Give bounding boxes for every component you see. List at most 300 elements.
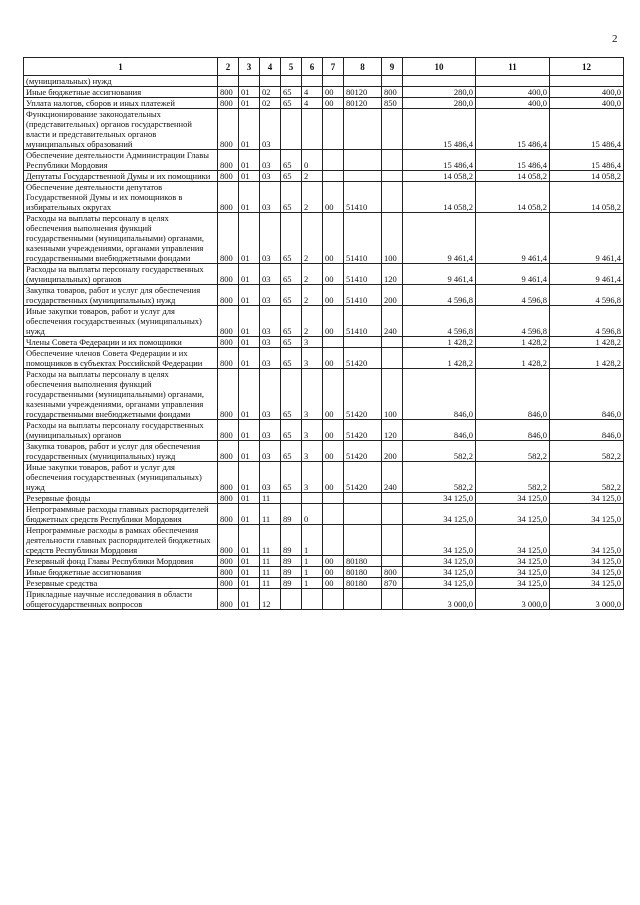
row-code-7	[323, 504, 344, 525]
row-code-5: 89	[281, 525, 302, 556]
row-code-7: 00	[323, 213, 344, 264]
row-code-5: 65	[281, 420, 302, 441]
row-amount-12: 1 428,2	[550, 337, 624, 348]
table-row	[24, 213, 624, 264]
row-code-6: 3	[302, 337, 323, 348]
table-row	[24, 462, 624, 493]
table-row	[24, 578, 624, 589]
row-amount-12: 14 058,2	[550, 182, 624, 213]
row-code-9	[382, 504, 403, 525]
row-name: Функционирование законодательных (представительных) органов государственной власти и представительных органов муниципальных образований	[24, 109, 218, 150]
row-code-5: 65	[281, 441, 302, 462]
row-code-2: 800	[218, 87, 239, 98]
row-code-6	[302, 109, 323, 150]
row-code-3: 01	[239, 87, 260, 98]
row-name: Иные закупки товаров, работ и услуг для обеспечения государственных (муниципальных) нужд	[24, 462, 218, 493]
row-name: Иные бюджетные ассигнования	[24, 87, 218, 98]
table-row	[24, 87, 624, 98]
row-amount-11: 4 596,8	[476, 306, 550, 337]
row-amount-12: 400,0	[550, 87, 624, 98]
row-code-9	[382, 556, 403, 567]
row-code-9: 120	[382, 420, 403, 441]
row-amount-12: 1 428,2	[550, 348, 624, 369]
row-code-3: 01	[239, 348, 260, 369]
row-code-7: 00	[323, 87, 344, 98]
row-code-2: 800	[218, 504, 239, 525]
row-code-8	[344, 504, 382, 525]
row-amount-12: 9 461,4	[550, 264, 624, 285]
row-code-8	[344, 589, 382, 610]
row-code-9: 100	[382, 213, 403, 264]
row-code-8: 51420	[344, 348, 382, 369]
row-code-4: 11	[260, 504, 281, 525]
row-name: Непрограммные расходы главных распорядителей бюджетных средств Республики Мордовия	[24, 504, 218, 525]
row-code-8: 80120	[344, 87, 382, 98]
table-row	[24, 306, 624, 337]
row-code-7: 00	[323, 567, 344, 578]
row-amount-11: 34 125,0	[476, 525, 550, 556]
row-code-5: 65	[281, 462, 302, 493]
row-code-6: 3	[302, 462, 323, 493]
row-name: Уплата налогов, сборов и иных платежей	[24, 98, 218, 109]
row-amount-11: 846,0	[476, 369, 550, 420]
row-code-7: 00	[323, 98, 344, 109]
row-amount-10: 582,2	[403, 441, 476, 462]
row-code-5: 65	[281, 150, 302, 171]
row-code-2: 800	[218, 578, 239, 589]
row-code-9	[382, 348, 403, 369]
row-amount-11: 34 125,0	[476, 504, 550, 525]
row-code-2: 800	[218, 213, 239, 264]
row-code-4: 03	[260, 109, 281, 150]
row-name: Расходы на выплаты персоналу государственных (муниципальных) органов	[24, 264, 218, 285]
row-code-4: 11	[260, 525, 281, 556]
row-code-4: 03	[260, 213, 281, 264]
row-amount-11: 9 461,4	[476, 264, 550, 285]
row-amount-12: 846,0	[550, 420, 624, 441]
row-code-3	[239, 76, 260, 87]
row-code-2: 800	[218, 493, 239, 504]
row-code-8	[344, 76, 382, 87]
row-code-4: 11	[260, 567, 281, 578]
row-code-3: 01	[239, 420, 260, 441]
row-amount-10: 14 058,2	[403, 171, 476, 182]
row-code-3: 01	[239, 441, 260, 462]
table-row	[24, 589, 624, 610]
row-amount-12: 3 000,0	[550, 589, 624, 610]
row-code-3: 01	[239, 369, 260, 420]
row-amount-10: 34 125,0	[403, 493, 476, 504]
row-amount-10	[403, 76, 476, 87]
row-name: Депутаты Государственной Думы и их помощники	[24, 171, 218, 182]
row-amount-12: 34 125,0	[550, 504, 624, 525]
row-code-9	[382, 525, 403, 556]
row-code-4: 03	[260, 462, 281, 493]
row-amount-11: 582,2	[476, 462, 550, 493]
row-code-3: 01	[239, 337, 260, 348]
row-code-3: 01	[239, 171, 260, 182]
column-header: 3	[239, 58, 260, 76]
table-row	[24, 76, 624, 87]
row-code-6: 0	[302, 150, 323, 171]
row-amount-12: 34 125,0	[550, 493, 624, 504]
row-code-6: 2	[302, 264, 323, 285]
row-code-3: 01	[239, 264, 260, 285]
row-code-3: 01	[239, 567, 260, 578]
row-code-7	[323, 150, 344, 171]
row-name: Прикладные научные исследования в области общегосударственных вопросов	[24, 589, 218, 610]
table-row	[24, 109, 624, 150]
row-code-3: 01	[239, 150, 260, 171]
row-code-4: 03	[260, 369, 281, 420]
row-amount-11: 34 125,0	[476, 556, 550, 567]
table-row	[24, 369, 624, 420]
column-header: 2	[218, 58, 239, 76]
row-amount-11: 400,0	[476, 98, 550, 109]
row-code-8: 80180	[344, 567, 382, 578]
row-code-8	[344, 150, 382, 171]
row-code-5: 65	[281, 369, 302, 420]
row-code-2	[218, 76, 239, 87]
row-code-9: 850	[382, 98, 403, 109]
row-code-9: 120	[382, 264, 403, 285]
row-code-4: 02	[260, 87, 281, 98]
column-header: 1	[24, 58, 218, 76]
row-amount-11	[476, 76, 550, 87]
row-code-5: 65	[281, 171, 302, 182]
row-code-4: 03	[260, 264, 281, 285]
row-code-6: 3	[302, 348, 323, 369]
row-code-3: 01	[239, 182, 260, 213]
row-amount-10: 34 125,0	[403, 578, 476, 589]
row-code-7	[323, 337, 344, 348]
row-code-2: 800	[218, 525, 239, 556]
row-code-9	[382, 150, 403, 171]
row-amount-10: 582,2	[403, 462, 476, 493]
row-code-8: 51410	[344, 306, 382, 337]
row-code-3: 01	[239, 556, 260, 567]
row-code-7: 00	[323, 420, 344, 441]
table-row	[24, 504, 624, 525]
row-code-8	[344, 525, 382, 556]
table-row	[24, 348, 624, 369]
row-code-2: 800	[218, 182, 239, 213]
row-code-2: 800	[218, 462, 239, 493]
table-row	[24, 171, 624, 182]
row-amount-11: 4 596,8	[476, 285, 550, 306]
row-code-6: 2	[302, 285, 323, 306]
row-code-5: 65	[281, 213, 302, 264]
row-amount-11: 582,2	[476, 441, 550, 462]
column-header: 9	[382, 58, 403, 76]
row-code-8: 51410	[344, 264, 382, 285]
row-code-2: 800	[218, 150, 239, 171]
row-code-7: 00	[323, 369, 344, 420]
row-amount-10: 846,0	[403, 420, 476, 441]
table-row	[24, 441, 624, 462]
row-amount-12: 34 125,0	[550, 567, 624, 578]
row-amount-11: 34 125,0	[476, 578, 550, 589]
row-code-4: 02	[260, 98, 281, 109]
row-code-4: 03	[260, 337, 281, 348]
row-code-9	[382, 493, 403, 504]
row-name: Закупка товаров, работ и услуг для обеспечения государственных (муниципальных) нужд	[24, 285, 218, 306]
row-code-6: 3	[302, 420, 323, 441]
row-amount-10: 4 596,8	[403, 285, 476, 306]
row-amount-10: 3 000,0	[403, 589, 476, 610]
column-header: 8	[344, 58, 382, 76]
row-code-4: 03	[260, 182, 281, 213]
row-code-5	[281, 589, 302, 610]
row-code-6: 2	[302, 182, 323, 213]
row-amount-12: 15 486,4	[550, 150, 624, 171]
row-amount-11: 400,0	[476, 87, 550, 98]
row-code-9: 240	[382, 306, 403, 337]
row-code-3: 01	[239, 98, 260, 109]
row-code-6	[302, 493, 323, 504]
row-name: Расходы на выплаты персоналу в целях обеспечения выполнения функций государственными (муниципальными) органами, казенными учреждениями, органами управления государственными внебюджетными фондами	[24, 369, 218, 420]
row-code-9	[382, 589, 403, 610]
row-code-5: 65	[281, 98, 302, 109]
table-row	[24, 182, 624, 213]
row-code-3: 01	[239, 213, 260, 264]
page-number: 2	[612, 33, 618, 45]
row-name: Обеспечение деятельности депутатов Государственной Думы и их помощников в избирательных округах	[24, 182, 218, 213]
row-amount-12: 14 058,2	[550, 171, 624, 182]
row-amount-10: 9 461,4	[403, 264, 476, 285]
row-code-6: 2	[302, 213, 323, 264]
row-code-3: 01	[239, 578, 260, 589]
row-code-4: 11	[260, 578, 281, 589]
row-code-4	[260, 76, 281, 87]
row-name: Резервные средства	[24, 578, 218, 589]
row-code-5: 65	[281, 182, 302, 213]
row-code-6: 3	[302, 441, 323, 462]
row-amount-11: 15 486,4	[476, 150, 550, 171]
row-code-9: 100	[382, 369, 403, 420]
table-row	[24, 556, 624, 567]
row-code-7: 00	[323, 306, 344, 337]
row-name: (муниципальных) нужд	[24, 76, 218, 87]
row-code-6: 2	[302, 171, 323, 182]
table-row	[24, 525, 624, 556]
row-amount-10: 14 058,2	[403, 182, 476, 213]
row-code-3: 01	[239, 109, 260, 150]
row-code-3: 01	[239, 589, 260, 610]
row-code-8	[344, 493, 382, 504]
header-row	[24, 58, 624, 76]
row-amount-10: 9 461,4	[403, 213, 476, 264]
row-code-8	[344, 337, 382, 348]
row-code-5: 65	[281, 306, 302, 337]
row-code-5	[281, 76, 302, 87]
row-code-5: 89	[281, 578, 302, 589]
row-code-9: 800	[382, 567, 403, 578]
row-code-7: 00	[323, 348, 344, 369]
row-code-6: 1	[302, 578, 323, 589]
row-amount-12: 846,0	[550, 369, 624, 420]
row-amount-10: 34 125,0	[403, 504, 476, 525]
row-amount-10: 1 428,2	[403, 337, 476, 348]
row-code-6	[302, 589, 323, 610]
row-code-5: 89	[281, 556, 302, 567]
row-code-7: 00	[323, 285, 344, 306]
row-amount-10: 280,0	[403, 98, 476, 109]
row-code-8: 80120	[344, 98, 382, 109]
row-amount-10: 1 428,2	[403, 348, 476, 369]
row-code-7: 00	[323, 556, 344, 567]
row-code-7: 00	[323, 462, 344, 493]
row-code-6	[302, 76, 323, 87]
row-name: Обеспечение членов Совета Федерации и их помощников в субъектах Российской Федерации	[24, 348, 218, 369]
row-amount-12: 34 125,0	[550, 556, 624, 567]
row-code-6: 3	[302, 369, 323, 420]
row-code-7	[323, 76, 344, 87]
row-amount-12: 34 125,0	[550, 525, 624, 556]
row-amount-11: 846,0	[476, 420, 550, 441]
table-row	[24, 150, 624, 171]
row-amount-10: 34 125,0	[403, 525, 476, 556]
row-code-2: 800	[218, 306, 239, 337]
row-code-7: 00	[323, 182, 344, 213]
table-row	[24, 98, 624, 109]
row-code-3: 01	[239, 462, 260, 493]
row-amount-12: 34 125,0	[550, 578, 624, 589]
row-code-5: 65	[281, 264, 302, 285]
row-amount-11: 14 058,2	[476, 171, 550, 182]
row-code-7: 00	[323, 578, 344, 589]
column-header: 6	[302, 58, 323, 76]
row-code-2: 800	[218, 369, 239, 420]
row-code-2: 800	[218, 337, 239, 348]
row-code-9: 870	[382, 578, 403, 589]
row-code-7	[323, 493, 344, 504]
row-code-3: 01	[239, 306, 260, 337]
row-code-2: 800	[218, 556, 239, 567]
row-code-5: 89	[281, 567, 302, 578]
row-code-4: 03	[260, 306, 281, 337]
row-code-3: 01	[239, 493, 260, 504]
table-row	[24, 567, 624, 578]
row-code-4: 03	[260, 171, 281, 182]
row-code-8: 51420	[344, 369, 382, 420]
row-amount-11: 34 125,0	[476, 493, 550, 504]
row-amount-12: 400,0	[550, 98, 624, 109]
row-name: Закупка товаров, работ и услуг для обеспечения государственных (муниципальных) нужд	[24, 441, 218, 462]
row-code-8	[344, 171, 382, 182]
column-header: 7	[323, 58, 344, 76]
row-code-7	[323, 525, 344, 556]
row-code-2: 800	[218, 348, 239, 369]
row-code-5: 65	[281, 337, 302, 348]
row-code-6: 2	[302, 306, 323, 337]
row-amount-10: 15 486,4	[403, 150, 476, 171]
row-code-4: 11	[260, 556, 281, 567]
row-code-2: 800	[218, 98, 239, 109]
table-row	[24, 420, 624, 441]
column-header: 12	[550, 58, 624, 76]
row-amount-11: 1 428,2	[476, 348, 550, 369]
row-code-8: 51410	[344, 213, 382, 264]
row-code-9	[382, 182, 403, 213]
row-code-6: 1	[302, 556, 323, 567]
row-amount-10: 4 596,8	[403, 306, 476, 337]
row-code-5: 65	[281, 87, 302, 98]
row-code-5: 65	[281, 285, 302, 306]
row-code-8: 80180	[344, 556, 382, 567]
row-code-2: 800	[218, 589, 239, 610]
row-name: Иные бюджетные ассигнования	[24, 567, 218, 578]
row-code-2: 800	[218, 420, 239, 441]
row-amount-12	[550, 76, 624, 87]
row-amount-10: 280,0	[403, 87, 476, 98]
row-name: Обеспечение деятельности Администрации Главы Республики Мордовия	[24, 150, 218, 171]
row-code-7	[323, 109, 344, 150]
row-code-5: 89	[281, 504, 302, 525]
row-code-6: 4	[302, 98, 323, 109]
row-amount-11: 1 428,2	[476, 337, 550, 348]
row-code-8	[344, 109, 382, 150]
row-code-6: 1	[302, 525, 323, 556]
row-code-4: 03	[260, 285, 281, 306]
row-name: Иные закупки товаров, работ и услуг для обеспечения государственных (муниципальных) нужд	[24, 306, 218, 337]
row-code-9: 200	[382, 441, 403, 462]
row-amount-11: 34 125,0	[476, 567, 550, 578]
row-name: Расходы на выплаты персоналу в целях обеспечения выполнения функций государственными (муниципальными) органами, казенными учреждениями, органами управления государственными внебюджетными фондами	[24, 213, 218, 264]
row-amount-10: 15 486,4	[403, 109, 476, 150]
table-body	[24, 76, 624, 610]
row-code-8: 51420	[344, 441, 382, 462]
row-code-5: 65	[281, 348, 302, 369]
row-name: Непрограммные расходы в рамках обеспечения деятельности главных распорядителей бюджетных средств Республики Мордовия	[24, 525, 218, 556]
row-amount-12: 4 596,8	[550, 306, 624, 337]
row-code-3: 01	[239, 525, 260, 556]
row-code-4: 03	[260, 420, 281, 441]
budget-table	[23, 57, 624, 610]
row-code-4: 03	[260, 348, 281, 369]
row-code-6: 1	[302, 567, 323, 578]
row-amount-11: 14 058,2	[476, 182, 550, 213]
row-code-7	[323, 171, 344, 182]
row-code-5	[281, 493, 302, 504]
table-row	[24, 285, 624, 306]
row-name: Резервные фонды	[24, 493, 218, 504]
table-row	[24, 493, 624, 504]
row-code-5	[281, 109, 302, 150]
row-amount-11: 15 486,4	[476, 109, 550, 150]
row-amount-10: 846,0	[403, 369, 476, 420]
table-row	[24, 264, 624, 285]
column-header: 5	[281, 58, 302, 76]
row-amount-12: 4 596,8	[550, 285, 624, 306]
row-code-2: 800	[218, 264, 239, 285]
row-code-4: 11	[260, 493, 281, 504]
table-row	[24, 337, 624, 348]
column-header: 4	[260, 58, 281, 76]
row-amount-11: 3 000,0	[476, 589, 550, 610]
row-code-9	[382, 337, 403, 348]
column-header: 11	[476, 58, 550, 76]
row-code-9: 800	[382, 87, 403, 98]
row-code-2: 800	[218, 171, 239, 182]
row-code-3: 01	[239, 504, 260, 525]
column-header: 10	[403, 58, 476, 76]
row-code-9	[382, 171, 403, 182]
row-code-6: 4	[302, 87, 323, 98]
row-code-4: 03	[260, 150, 281, 171]
row-code-7: 00	[323, 264, 344, 285]
row-code-9	[382, 109, 403, 150]
